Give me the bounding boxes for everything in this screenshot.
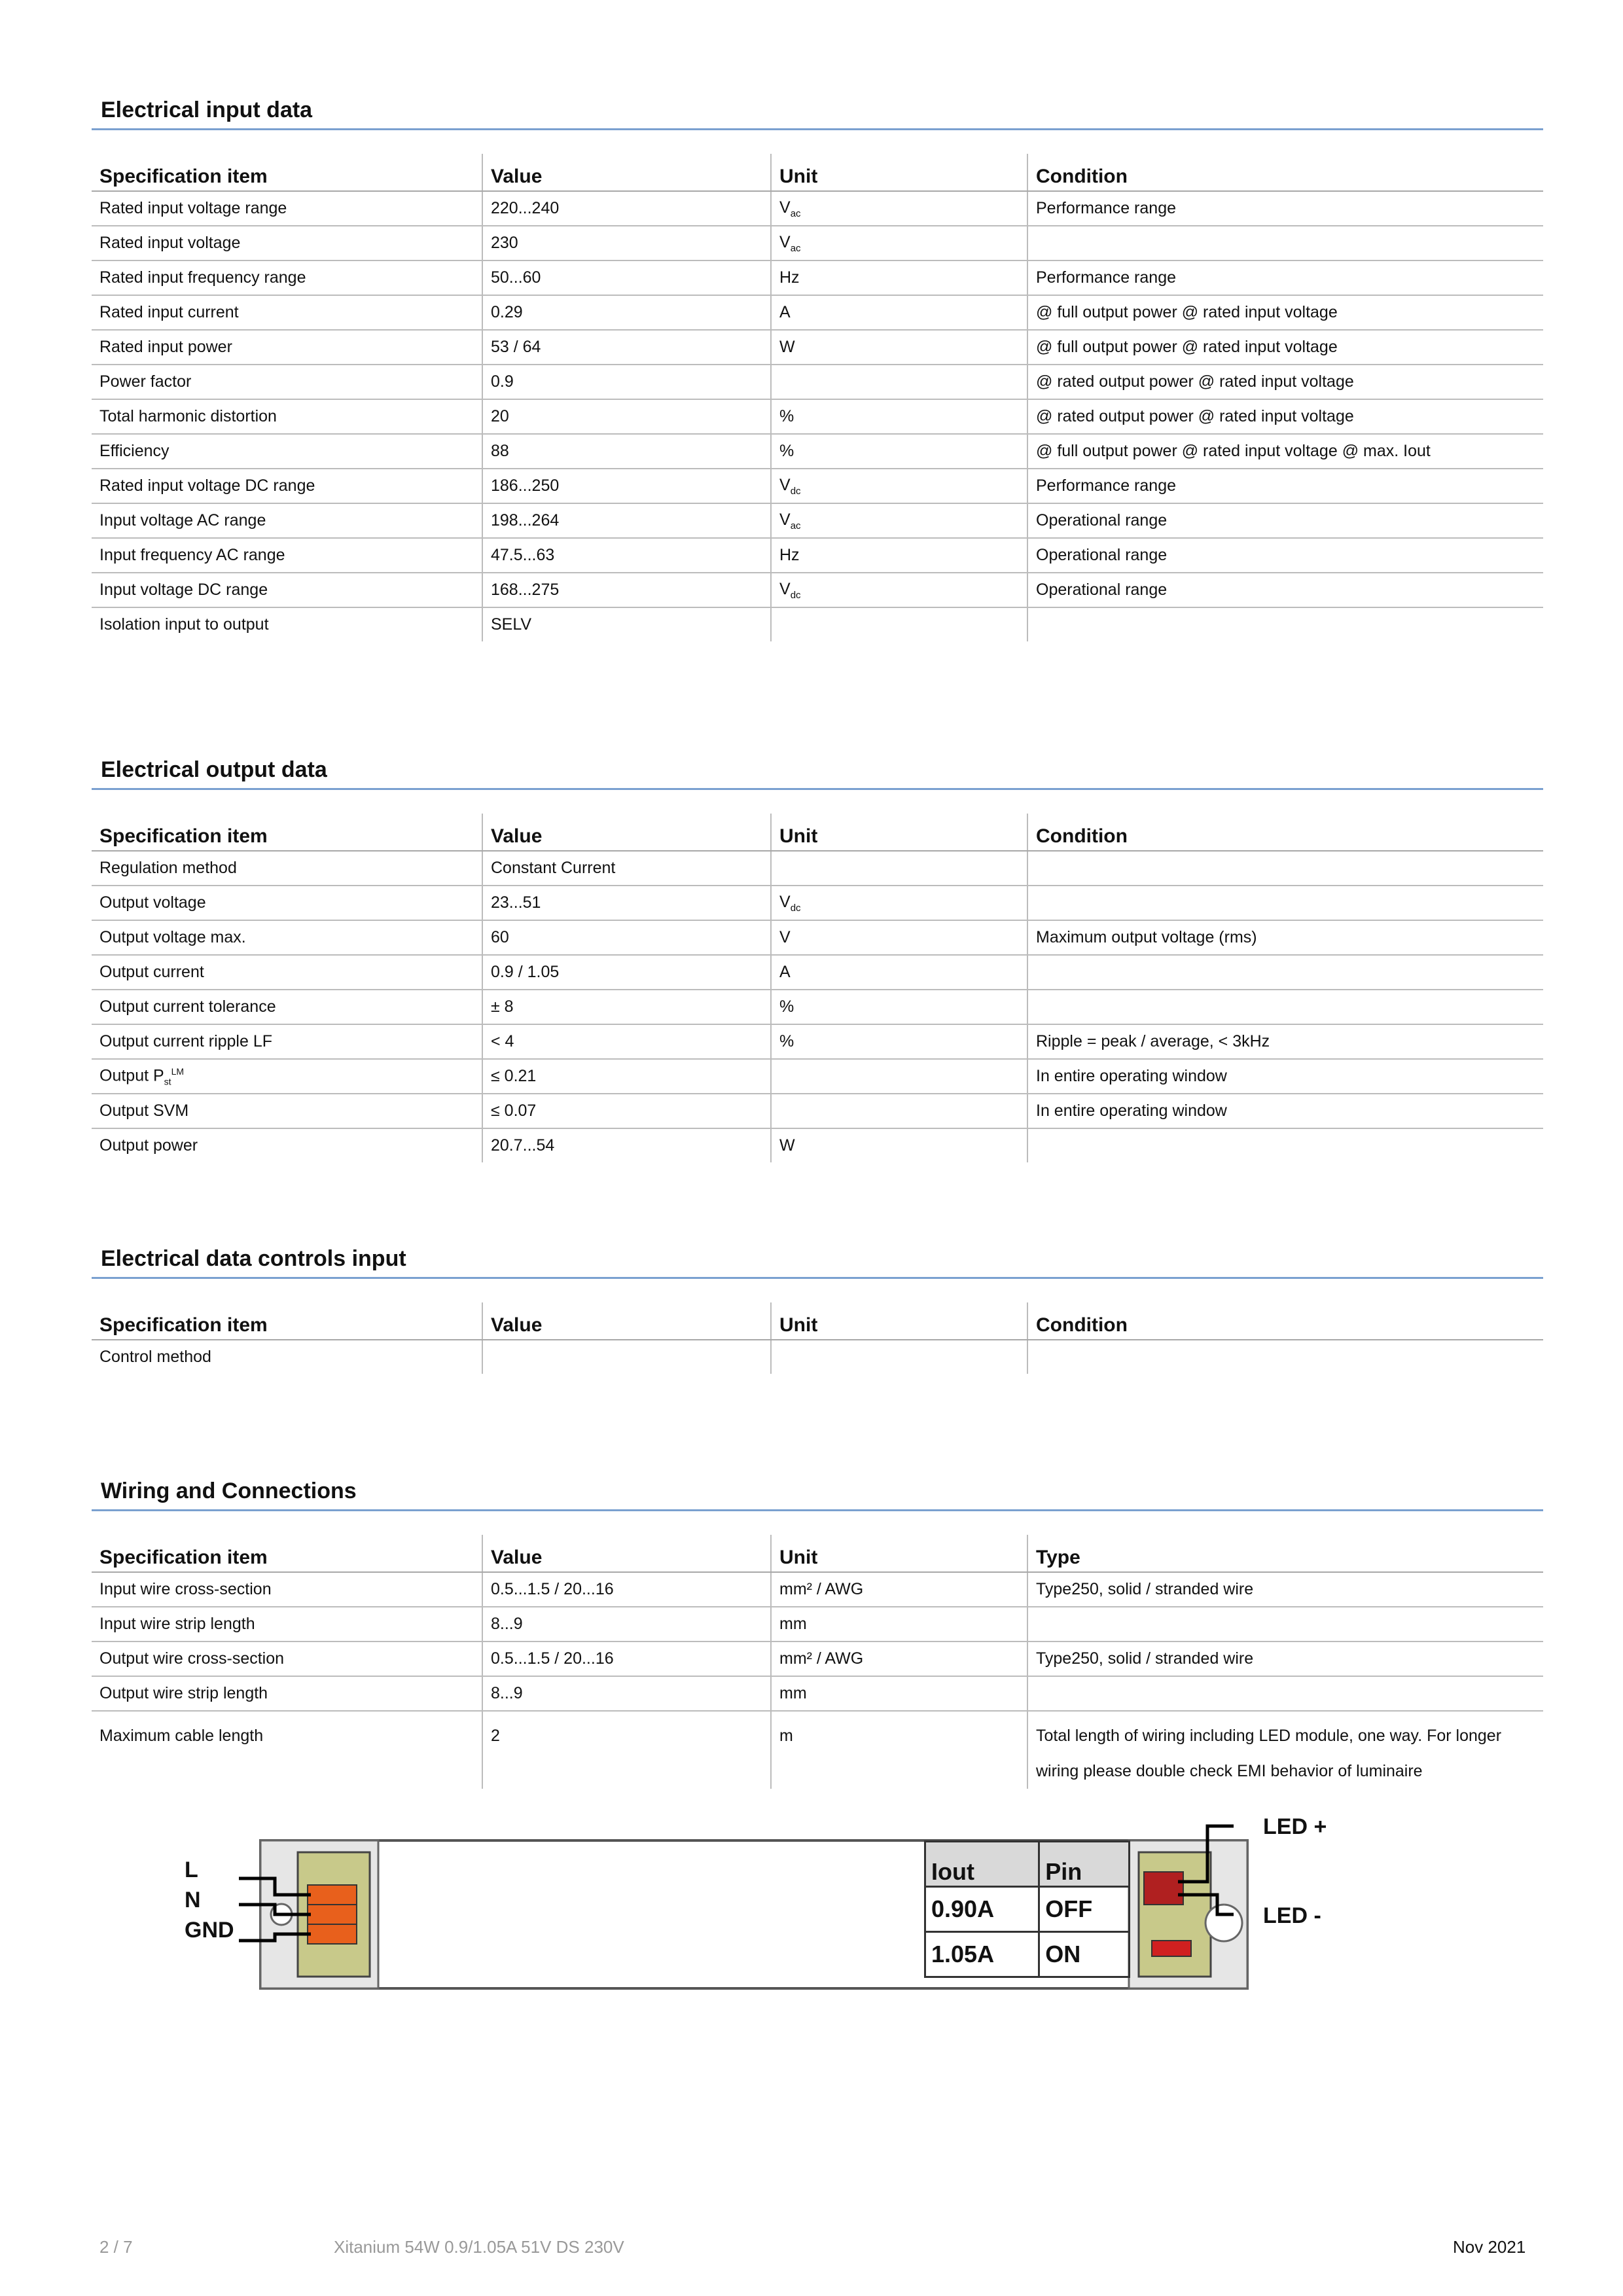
- spec-unit-cell: [771, 469, 1027, 503]
- spec-value-cell: 8...9: [482, 1607, 771, 1641]
- spec-value-cell: 50...60: [482, 260, 771, 295]
- column-header-spec: Specification item: [92, 1302, 482, 1340]
- spec-condition-cell: [1027, 1607, 1543, 1641]
- column-header-condition: Condition: [1027, 154, 1543, 191]
- table-row: [92, 295, 1543, 330]
- column-header-spec: Specification item: [92, 1535, 482, 1572]
- spec-value-cell: ≤ 0.21: [482, 1059, 771, 1094]
- spec-item-text: Total harmonic distortion: [99, 407, 277, 425]
- spec-item-text: Input wire cross-section: [99, 1580, 272, 1598]
- spec-item-cell: [92, 469, 482, 503]
- unit-text: %: [779, 407, 794, 425]
- spec-item-superscript: LM: [171, 1066, 185, 1077]
- spec-unit-cell: [771, 434, 1027, 469]
- spec-item-cell: [92, 955, 482, 990]
- table-row: [92, 1607, 1543, 1641]
- output-terminal-block: [1139, 1852, 1211, 1977]
- spec-item-text: Input frequency AC range: [99, 546, 285, 564]
- spec-unit-cell: [771, 1024, 1027, 1059]
- section-electrical-input: [92, 92, 1543, 641]
- spec-item-cell: [92, 1711, 482, 1789]
- spec-table: [92, 154, 1543, 641]
- column-header-value: Value: [482, 1302, 771, 1340]
- input-connector: [308, 1885, 357, 1944]
- spec-value-cell: 23...51: [482, 886, 771, 920]
- table-row: [92, 1711, 1543, 1789]
- spec-condition-cell: Performance range: [1027, 191, 1543, 226]
- spec-item-text: Rated input current: [99, 303, 239, 321]
- spec-unit-cell: [771, 573, 1027, 607]
- column-header-value: Value: [482, 1535, 771, 1572]
- unit-text: V: [779, 198, 791, 217]
- unit-text: mm² / AWG: [779, 1580, 864, 1598]
- spec-item-cell: [92, 330, 482, 365]
- spec-item-text: Output current ripple LF: [99, 1032, 273, 1050]
- spec-item-text: Output voltage: [99, 893, 206, 912]
- spec-item-cell: [92, 503, 482, 538]
- spec-condition-cell: [1027, 851, 1543, 886]
- spec-unit-cell: [771, 1607, 1027, 1641]
- spec-item-cell: [92, 434, 482, 469]
- unit-text: mm² / AWG: [779, 1649, 864, 1668]
- spec-item-text: Input voltage DC range: [99, 581, 268, 599]
- spec-item-text: Output SVM: [99, 1102, 189, 1120]
- spec-unit-cell: [771, 399, 1027, 434]
- section-title: Electrical input data: [92, 92, 1543, 130]
- spec-item-text: Output current: [99, 963, 204, 981]
- spec-condition-cell: Ripple = peak / average, < 3kHz: [1027, 1024, 1543, 1059]
- column-header-unit: Unit: [771, 1302, 1027, 1340]
- footer-page-number: 2 / 7: [99, 2237, 133, 2257]
- pin-value: ON: [1039, 1932, 1130, 1977]
- unit-subscript: dc: [790, 902, 801, 914]
- spec-condition-cell: Performance range: [1027, 469, 1543, 503]
- spec-item-text: Control method: [99, 1348, 211, 1366]
- spec-item-cell: [92, 399, 482, 434]
- spec-item-text: Isolation input to output: [99, 615, 269, 634]
- spec-item-text: Output current tolerance: [99, 997, 276, 1016]
- output-label-led-minus: LED -: [1263, 1903, 1321, 1928]
- spec-value-cell: 20: [482, 399, 771, 434]
- spec-condition-cell: Total length of wiring including LED module, one way. For longer wiring please double check EMI behavior of luminaire: [1027, 1711, 1543, 1789]
- table-row: [92, 365, 1543, 399]
- unit-text: V: [779, 510, 791, 529]
- spec-value-cell: Constant Current: [482, 851, 771, 886]
- unit-text: V: [779, 475, 791, 494]
- spec-unit-cell: [771, 1340, 1027, 1374]
- unit-subscript: ac: [790, 520, 801, 531]
- spec-condition-cell: [1027, 1128, 1543, 1162]
- spec-condition-cell: Performance range: [1027, 260, 1543, 295]
- column-header-unit: Unit: [771, 154, 1027, 191]
- unit-text: V: [779, 232, 791, 251]
- spec-item-cell: [92, 1024, 482, 1059]
- spec-item-text: Rated input power: [99, 338, 232, 356]
- spec-value-cell: 168...275: [482, 573, 771, 607]
- spec-value-cell: [482, 1340, 771, 1374]
- spec-item-text: Rated input frequency range: [99, 268, 306, 287]
- iout-value: 0.90A: [925, 1887, 1039, 1932]
- column-header-condition: Condition: [1027, 1302, 1543, 1340]
- spec-condition-cell: Operational range: [1027, 503, 1543, 538]
- column-header-spec: Specification item: [92, 154, 482, 191]
- spec-item-cell: [92, 1340, 482, 1374]
- spec-value-cell: ± 8: [482, 990, 771, 1024]
- spec-condition-cell: Type250, solid / stranded wire: [1027, 1641, 1543, 1676]
- spec-condition-cell: [1027, 886, 1543, 920]
- spec-value-cell: 53 / 64: [482, 330, 771, 365]
- table-row: [92, 1024, 1543, 1059]
- column-header-condition: Condition: [1027, 814, 1543, 851]
- column-header-type: Type: [1027, 1535, 1543, 1572]
- spec-value-cell: 0.5...1.5 / 20...16: [482, 1572, 771, 1607]
- spec-item-cell: [92, 607, 482, 641]
- spec-unit-cell: [771, 1128, 1027, 1162]
- spec-table: [92, 1535, 1543, 1789]
- spec-condition-cell: @ rated output power @ rated input voltage: [1027, 365, 1543, 399]
- unit-text: m: [779, 1727, 793, 1745]
- column-header-unit: Unit: [771, 814, 1027, 851]
- unit-text: W: [779, 338, 795, 356]
- table-row: [92, 399, 1543, 434]
- unit-text: %: [779, 997, 794, 1016]
- spec-item-text: Input wire strip length: [99, 1615, 255, 1633]
- table-row: [92, 434, 1543, 469]
- spec-condition-cell: @ full output power @ rated input voltage @ max. Iout: [1027, 434, 1543, 469]
- table-row: [92, 1676, 1543, 1711]
- unit-subscript: ac: [790, 207, 801, 219]
- unit-text: mm: [779, 1684, 807, 1702]
- spec-condition-cell: @ full output power @ rated input voltage: [1027, 330, 1543, 365]
- pin-value: OFF: [1039, 1887, 1130, 1932]
- spec-item-text: Output power: [99, 1136, 198, 1155]
- table-row: [92, 990, 1543, 1024]
- spec-condition-cell: In entire operating window: [1027, 1059, 1543, 1094]
- spec-unit-cell: [771, 1711, 1027, 1789]
- output-connector: [1144, 1872, 1183, 1905]
- spec-item-text: Rated input voltage range: [99, 199, 287, 217]
- unit-text: V: [779, 579, 791, 598]
- spec-item-cell: [92, 1094, 482, 1128]
- input-label-l: L: [185, 1857, 198, 1882]
- spec-item-cell: [92, 365, 482, 399]
- spec-item-cell: [92, 886, 482, 920]
- table-row: [92, 886, 1543, 920]
- spec-value-cell: 0.9 / 1.05: [482, 955, 771, 990]
- table-row: [92, 851, 1543, 886]
- spec-condition-cell: [1027, 1676, 1543, 1711]
- footer-date: Nov 2021: [1453, 2237, 1526, 2257]
- spec-value-cell: 20.7...54: [482, 1128, 771, 1162]
- spec-item-text: Regulation method: [99, 859, 237, 877]
- table-row: [92, 260, 1543, 295]
- spec-item-cell: [92, 226, 482, 260]
- table-row: [92, 330, 1543, 365]
- spec-value-cell: 0.29: [482, 295, 771, 330]
- unit-text: Hz: [779, 268, 800, 287]
- section-title: Wiring and Connections: [92, 1473, 1543, 1511]
- spec-item-text: Output wire cross-section: [99, 1649, 285, 1668]
- table-row: [92, 538, 1543, 573]
- spec-value-cell: < 4: [482, 1024, 771, 1059]
- current-setting-table: [924, 1840, 1130, 1978]
- column-header-unit: Unit: [771, 1535, 1027, 1572]
- spec-item-text: Efficiency: [99, 442, 169, 460]
- unit-text: A: [779, 963, 791, 981]
- spec-item-cell: [92, 1128, 482, 1162]
- column-header-spec: Specification item: [92, 814, 482, 851]
- spec-item-cell: [92, 851, 482, 886]
- spec-item-text: Maximum cable length: [99, 1727, 264, 1745]
- spec-value-cell: 88: [482, 434, 771, 469]
- column-header-value: Value: [482, 154, 771, 191]
- spec-value-cell: 220...240: [482, 191, 771, 226]
- spec-item-text: Input voltage AC range: [99, 511, 266, 529]
- spec-unit-cell: [771, 990, 1027, 1024]
- spec-unit-cell: [771, 920, 1027, 955]
- driver-illustration: [177, 1806, 1329, 2003]
- iout-header: Iout: [925, 1842, 1039, 1887]
- column-header-value: Value: [482, 814, 771, 851]
- spec-unit-cell: [771, 1641, 1027, 1676]
- spec-item-cell: [92, 1641, 482, 1676]
- spec-unit-cell: [771, 607, 1027, 641]
- spec-value-cell: 0.9: [482, 365, 771, 399]
- spec-condition-cell: [1027, 226, 1543, 260]
- spec-condition-cell: [1027, 1340, 1543, 1374]
- spec-condition-cell: Maximum output voltage (rms): [1027, 920, 1543, 955]
- section-title: Electrical data controls input: [92, 1240, 1543, 1279]
- table-row: [92, 1094, 1543, 1128]
- spec-table: [92, 814, 1543, 1162]
- spec-condition-cell: @ full output power @ rated input voltage: [1027, 295, 1543, 330]
- spec-unit-cell: [771, 295, 1027, 330]
- table-row: [92, 1641, 1543, 1676]
- spec-condition-cell: Type250, solid / stranded wire: [1027, 1572, 1543, 1607]
- spec-unit-cell: [771, 1059, 1027, 1094]
- spec-unit-cell: [771, 538, 1027, 573]
- spec-unit-cell: [771, 851, 1027, 886]
- spec-value-cell: ≤ 0.07: [482, 1094, 771, 1128]
- spec-condition-cell: Operational range: [1027, 538, 1543, 573]
- unit-subscript: ac: [790, 242, 801, 254]
- table-row: [92, 1059, 1543, 1094]
- spec-item-cell: [92, 573, 482, 607]
- table-row: [92, 573, 1543, 607]
- spec-unit-cell: [771, 503, 1027, 538]
- spec-item-text: Output P: [99, 1066, 164, 1085]
- spec-value-cell: 2: [482, 1711, 771, 1789]
- section-wiring: [92, 1473, 1543, 1789]
- spec-item-cell: [92, 1059, 482, 1094]
- section-controls-input: [92, 1240, 1543, 1374]
- unit-text: W: [779, 1136, 795, 1155]
- spec-unit-cell: [771, 1094, 1027, 1128]
- spec-unit-cell: [771, 226, 1027, 260]
- table-row: [92, 920, 1543, 955]
- spec-item-cell: [92, 990, 482, 1024]
- spec-item-cell: [92, 260, 482, 295]
- spec-item-cell: [92, 295, 482, 330]
- spec-unit-cell: [771, 260, 1027, 295]
- section-title: Electrical output data: [92, 751, 1543, 790]
- unit-text: V: [779, 928, 791, 946]
- table-row: [92, 1340, 1543, 1374]
- input-label-n: N: [185, 1888, 201, 1912]
- spec-unit-cell: [771, 886, 1027, 920]
- unit-subscript: dc: [790, 485, 801, 497]
- spec-item-cell: [92, 191, 482, 226]
- spec-value-cell: 8...9: [482, 1676, 771, 1711]
- section-electrical-output: [92, 751, 1543, 1162]
- unit-text: Hz: [779, 546, 800, 564]
- spec-condition-cell: @ rated output power @ rated input voltage: [1027, 399, 1543, 434]
- spec-item-cell: [92, 920, 482, 955]
- spec-table: [92, 1302, 1543, 1374]
- spec-unit-cell: [771, 955, 1027, 990]
- spec-condition-cell: [1027, 990, 1543, 1024]
- spec-value-cell: 0.5...1.5 / 20...16: [482, 1641, 771, 1676]
- table-row: [92, 1128, 1543, 1162]
- wiring-diagram: [177, 1806, 1329, 2003]
- spec-item-cell: [92, 1607, 482, 1641]
- spec-condition-cell: Operational range: [1027, 573, 1543, 607]
- unit-subscript: dc: [790, 589, 801, 601]
- table-row: [92, 1572, 1543, 1607]
- footer-product-name: Xitanium 54W 0.9/1.05A 51V DS 230V: [334, 2237, 624, 2257]
- spec-condition-cell: [1027, 607, 1543, 641]
- table-row: [92, 469, 1543, 503]
- unit-text: %: [779, 442, 794, 460]
- spec-item-text: Power factor: [99, 372, 192, 391]
- spec-item-cell: [92, 1676, 482, 1711]
- table-row: [92, 955, 1543, 990]
- unit-text: mm: [779, 1615, 807, 1633]
- dip-switch: [1152, 1941, 1191, 1956]
- spec-item-text: Output wire strip length: [99, 1684, 268, 1702]
- spec-value-cell: 47.5...63: [482, 538, 771, 573]
- spec-value-cell: 230: [482, 226, 771, 260]
- spec-unit-cell: [771, 1676, 1027, 1711]
- unit-text: A: [779, 303, 791, 321]
- spec-unit-cell: [771, 365, 1027, 399]
- spec-unit-cell: [771, 330, 1027, 365]
- spec-value-cell: 186...250: [482, 469, 771, 503]
- table-row: [92, 226, 1543, 260]
- spec-item-text: Rated input voltage: [99, 234, 241, 252]
- table-row: [92, 607, 1543, 641]
- spec-unit-cell: [771, 191, 1027, 226]
- spec-condition-cell: In entire operating window: [1027, 1094, 1543, 1128]
- table-row: [92, 503, 1543, 538]
- input-label-gnd: GND: [185, 1918, 234, 1943]
- spec-item-cell: [92, 1572, 482, 1607]
- spec-item-subscript: st: [164, 1076, 171, 1087]
- pin-header: Pin: [1039, 1842, 1130, 1887]
- table-row: [92, 191, 1543, 226]
- spec-value-cell: 198...264: [482, 503, 771, 538]
- spec-item-cell: [92, 538, 482, 573]
- spec-unit-cell: [771, 1572, 1027, 1607]
- iout-value: 1.05A: [925, 1932, 1039, 1977]
- unit-text: %: [779, 1032, 794, 1050]
- spec-item-text: Output voltage max.: [99, 928, 246, 946]
- spec-item-text: Rated input voltage DC range: [99, 476, 315, 495]
- spec-condition-cell: [1027, 955, 1543, 990]
- spec-value-cell: 60: [482, 920, 771, 955]
- output-label-led-plus: LED +: [1263, 1814, 1327, 1839]
- unit-text: V: [779, 892, 791, 911]
- spec-value-cell: SELV: [482, 607, 771, 641]
